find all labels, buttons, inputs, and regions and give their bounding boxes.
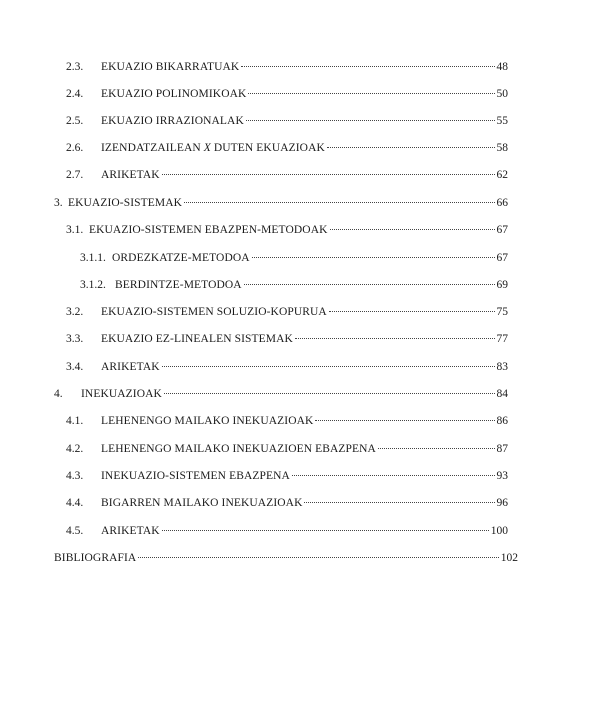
toc-number: 3.1. xyxy=(66,224,84,236)
toc-page-number: 83 xyxy=(496,361,508,373)
dot-leader xyxy=(378,448,495,449)
toc-number: 3.1.1. xyxy=(80,252,106,264)
dot-leader xyxy=(184,202,494,203)
toc-page-number: 55 xyxy=(496,115,508,127)
dot-leader xyxy=(138,557,498,558)
toc-page-number: 48 xyxy=(496,61,508,73)
toc-number: 3.2. xyxy=(66,306,84,318)
toc-title: LEHENENGO MAILAKO INEKUAZIOAK xyxy=(101,415,314,427)
toc-title: LEHENENGO MAILAKO INEKUAZIOEN EBAZPENA xyxy=(101,443,376,455)
toc-page-number: 75 xyxy=(496,306,508,318)
dot-leader xyxy=(244,284,495,285)
toc-page-number: 100 xyxy=(490,525,508,537)
dot-leader xyxy=(241,66,494,67)
toc-entry-4-4[interactable] xyxy=(66,494,508,512)
dot-leader xyxy=(248,93,494,94)
dot-leader xyxy=(304,502,494,503)
toc-entry-4-5[interactable] xyxy=(66,522,508,540)
toc-entry-3-2[interactable] xyxy=(66,303,508,321)
toc-page-number: 96 xyxy=(496,497,508,509)
dot-leader xyxy=(330,229,495,230)
toc-entry-3-1-2[interactable] xyxy=(80,276,508,294)
toc-title: ARIKETAK xyxy=(101,169,160,181)
toc-title-part: DUTEN EKUAZIOAK xyxy=(210,142,325,154)
dot-leader xyxy=(327,147,495,148)
toc-number: 4.3. xyxy=(66,470,84,482)
toc-number: 4.1. xyxy=(66,415,84,427)
toc-title: EKUAZIO-SISTEMEN SOLUZIO-KOPURUA xyxy=(101,306,327,318)
toc-entry-4[interactable] xyxy=(54,385,508,403)
toc-page-number: 87 xyxy=(496,443,508,455)
toc-page-number: 77 xyxy=(496,333,508,345)
toc-number: 4.4. xyxy=(66,497,84,509)
toc-page-number: 67 xyxy=(496,252,508,264)
dot-leader xyxy=(246,120,495,121)
toc-entry-2-7[interactable] xyxy=(66,166,508,184)
toc-entry-3-1[interactable] xyxy=(66,221,508,239)
toc-title: BERDINTZE-METODOA xyxy=(115,279,242,291)
toc-title: ARIKETAK xyxy=(101,361,160,373)
toc-entry-bibliografia[interactable] xyxy=(54,549,518,567)
toc-page-number: 62 xyxy=(496,169,508,181)
dot-leader xyxy=(162,366,495,367)
toc-page-number: 84 xyxy=(496,388,508,400)
toc-entry-3-1-1[interactable] xyxy=(80,249,508,267)
toc-number: 3.1.2. xyxy=(80,279,106,291)
toc-page-number: 69 xyxy=(496,279,508,291)
toc-title: EKUAZIO POLINOMIKOAK xyxy=(101,88,247,100)
toc-entry-3-3[interactable] xyxy=(66,330,508,348)
toc-entry-4-2[interactable] xyxy=(66,440,508,458)
toc-title: BIGARREN MAILAKO INEKUAZIOAK xyxy=(101,497,303,509)
dot-leader xyxy=(292,475,495,476)
toc-title: EKUAZIO EZ-LINEALEN SISTEMAK xyxy=(101,333,293,345)
dot-leader xyxy=(162,530,489,531)
toc-title: EKUAZIO IRRAZIONALAK xyxy=(101,115,244,127)
toc-number: 3.3. xyxy=(66,333,84,345)
toc-entry-4-1[interactable] xyxy=(66,412,508,430)
toc-page-number: 58 xyxy=(496,142,508,154)
toc-title: ORDEZKATZE-METODOA xyxy=(112,252,250,264)
toc-entry-4-3[interactable] xyxy=(66,467,508,485)
toc-entry-2-3[interactable] xyxy=(66,58,508,76)
toc-number: 4. xyxy=(54,388,63,400)
toc-entry-3[interactable] xyxy=(54,194,508,212)
toc-title: EKUAZIO-SISTEMEN EBAZPEN-METODOAK xyxy=(89,224,328,236)
toc-title-variable: X xyxy=(203,142,211,154)
toc-title-part: IZENDATZAILEAN xyxy=(101,142,204,154)
toc-page-number: 67 xyxy=(496,224,508,236)
toc-number: 4.2. xyxy=(66,443,84,455)
toc-entry-3-4[interactable] xyxy=(66,358,508,376)
toc-entry-2-6[interactable] xyxy=(66,139,508,157)
toc-number: 2.5. xyxy=(66,115,84,127)
dot-leader xyxy=(252,257,495,258)
toc-number: 3.4. xyxy=(66,361,84,373)
toc-entry-2-5[interactable] xyxy=(66,112,508,130)
toc-number: 2.7. xyxy=(66,169,84,181)
toc-page-number: 86 xyxy=(496,415,508,427)
dot-leader xyxy=(162,174,495,175)
toc-number: 2.4. xyxy=(66,88,84,100)
toc-number: 2.6. xyxy=(66,142,84,154)
toc-title xyxy=(101,139,325,157)
toc-page-number: 93 xyxy=(496,470,508,482)
toc-page-number: 102 xyxy=(500,552,518,564)
toc-title: INEKUAZIOAK xyxy=(81,388,162,400)
dot-leader xyxy=(295,338,495,339)
toc-title: INEKUAZIO-SISTEMEN EBAZPENA xyxy=(101,470,290,482)
toc-number: 2.3. xyxy=(66,61,84,73)
toc-title: ARIKETAK xyxy=(101,525,160,537)
toc-page-number: 50 xyxy=(496,88,508,100)
dot-leader xyxy=(315,420,494,421)
toc-entry-2-4[interactable] xyxy=(66,85,508,103)
toc-title: BIBLIOGRAFIA xyxy=(54,552,137,564)
toc-title: EKUAZIO-SISTEMAK xyxy=(68,197,183,209)
dot-leader xyxy=(329,311,495,312)
toc-title: EKUAZIO BIKARRATUAK xyxy=(101,61,240,73)
toc-number: 3. xyxy=(54,197,63,209)
dot-leader xyxy=(164,393,495,394)
toc-number: 4.5. xyxy=(66,525,84,537)
toc-page-number: 66 xyxy=(496,197,508,209)
